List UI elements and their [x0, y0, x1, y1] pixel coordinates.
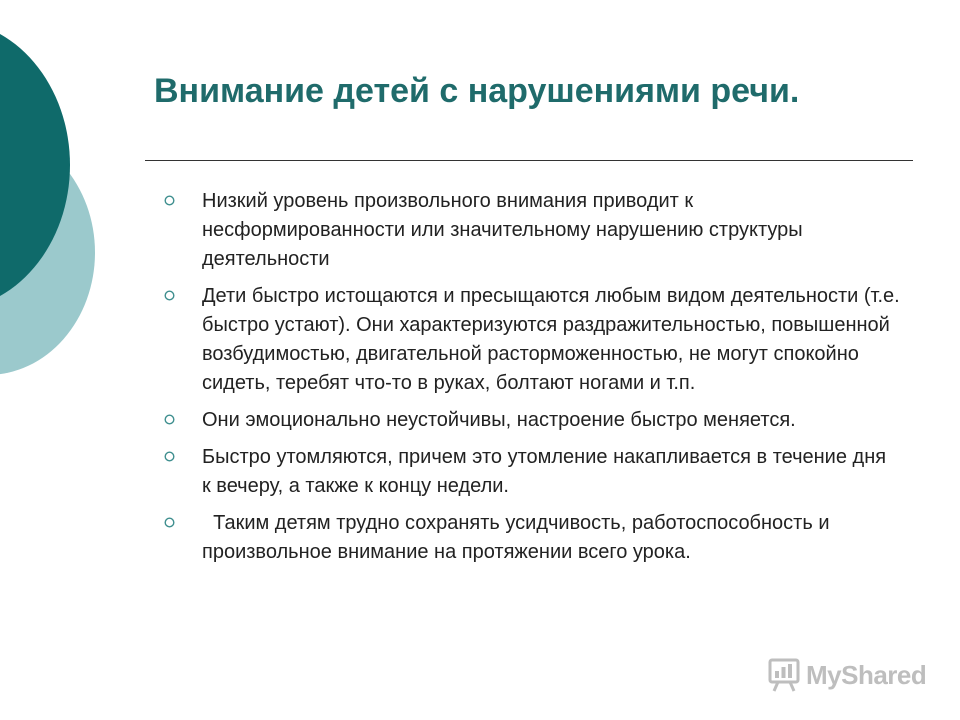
bullet-item — [160, 282, 900, 398]
title-divider — [145, 160, 913, 161]
circle-bullet-icon — [164, 195, 175, 206]
bullet-list — [160, 187, 900, 575]
bullet-text: Они эмоционально неустойчивы, настроение быстро меняется. — [202, 409, 796, 431]
watermark-text: MyShared — [806, 659, 927, 690]
circle-bullet-icon — [164, 414, 175, 425]
mysharedwatermark — [766, 655, 926, 695]
bullet-item — [160, 509, 900, 567]
bullet-item — [160, 443, 900, 501]
presentation-board-icon — [766, 657, 802, 693]
bullet-item — [160, 406, 900, 435]
circle-bullet-icon — [164, 517, 175, 528]
bullet-text: Быстро утомляются, причем это утомление накапливается в течение дня к вечеру, а также к концу недели. — [202, 446, 887, 497]
bullet-item — [160, 187, 900, 274]
slide-title: Внимание детей с нарушениями речи. — [154, 72, 800, 110]
bullet-text: Дети быстро истощаются и пресыщаются любым видом деятельности (т.е. быстро устают). Они характеризуются раздражительностью, повышенной возбудимостью, двигательной расторможенностью, не могут спокойно сидеть, теребят что-то в руках, болтают ногами и т.п. — [202, 285, 900, 394]
circle-bullet-icon — [164, 290, 175, 301]
bullet-text: Таким детям трудно сохранять усидчивость, работоспособность и произвольное внимание на протяжении всего урока. — [202, 512, 836, 563]
bullet-text: Низкий уровень произвольного внимания приводит к несформированности или значительному нарушению структуры деятельности — [202, 190, 803, 270]
circle-bullet-icon — [164, 451, 175, 462]
